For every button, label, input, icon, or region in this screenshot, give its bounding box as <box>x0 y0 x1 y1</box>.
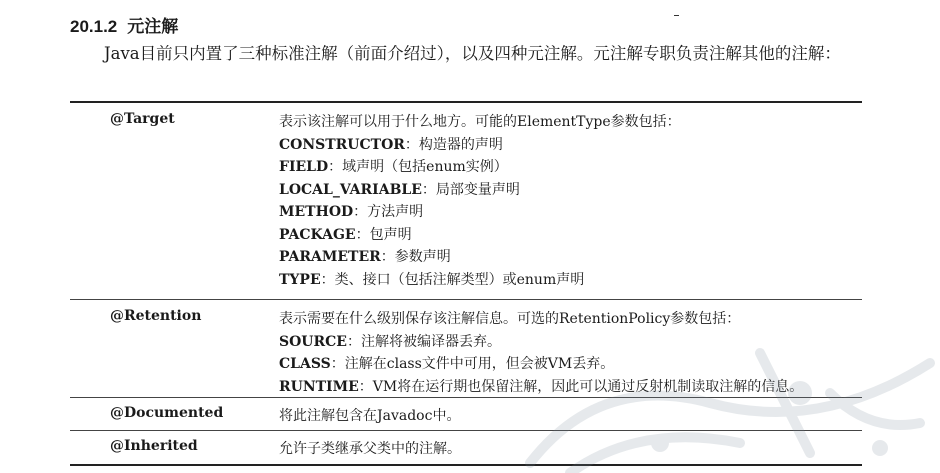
description-line: 表示该注解可以用于什么地方。可能的ElementType参数包括： <box>279 114 681 130</box>
annotation-description <box>275 103 862 299</box>
description-line: SOURCE：注解将被编译器丢弃。 <box>279 333 501 350</box>
description-line: PACKAGE：包声明 <box>279 226 412 243</box>
description-line: 允许子类继承父类中的注解。 <box>279 441 461 457</box>
section-number: 20.1.2 <box>70 17 118 36</box>
description-line: METHOD：方法声明 <box>279 204 424 220</box>
table-row <box>70 103 862 299</box>
description-line: FIELD：域声明（包括enum实例） <box>279 159 508 175</box>
description-line: TYPE：类、接口（包括注解类型）或enum声明 <box>279 271 585 288</box>
annotation-description <box>275 398 862 430</box>
table-row <box>70 430 862 464</box>
annotation-description <box>275 431 862 464</box>
description-line: 将此注解包含在Javadoc中。 <box>279 408 461 424</box>
annotation-name: @Documented <box>110 405 224 421</box>
annotation-name: @Inherited <box>110 438 198 454</box>
section-title: 元注解 <box>127 17 179 36</box>
table-row <box>70 397 862 430</box>
section-heading <box>70 12 178 37</box>
description-line: CLASS：注解在class文件中可用，但会被VM丢弃。 <box>279 356 615 372</box>
description-line: RUNTIME：VM将在运行期也保留注解，因此可以通过反射机制读取注解的信息。 <box>279 378 804 395</box>
annotation-description <box>275 300 862 397</box>
description-line: 表示需要在什么级别保存该注解信息。可选的RetentionPolicy参数包括： <box>279 311 741 327</box>
meta-annotation-table <box>70 101 862 466</box>
description-line: LOCAL_VARIABLE：局部变量声明 <box>279 181 520 198</box>
intro-paragraph: Java目前只内置了三种标准注解（前面介绍过），以及四种元注解。元注解专职负责注解其他的注解： <box>104 44 841 63</box>
description-line: CONSTRUCTOR：构造器的声明 <box>279 136 503 153</box>
annotation-name: @Retention <box>110 308 202 324</box>
table-row <box>70 299 862 397</box>
annotation-name: @Target <box>110 111 175 127</box>
description-line: PARAMETER：参数声明 <box>279 249 451 265</box>
stray-mark <box>674 15 679 16</box>
